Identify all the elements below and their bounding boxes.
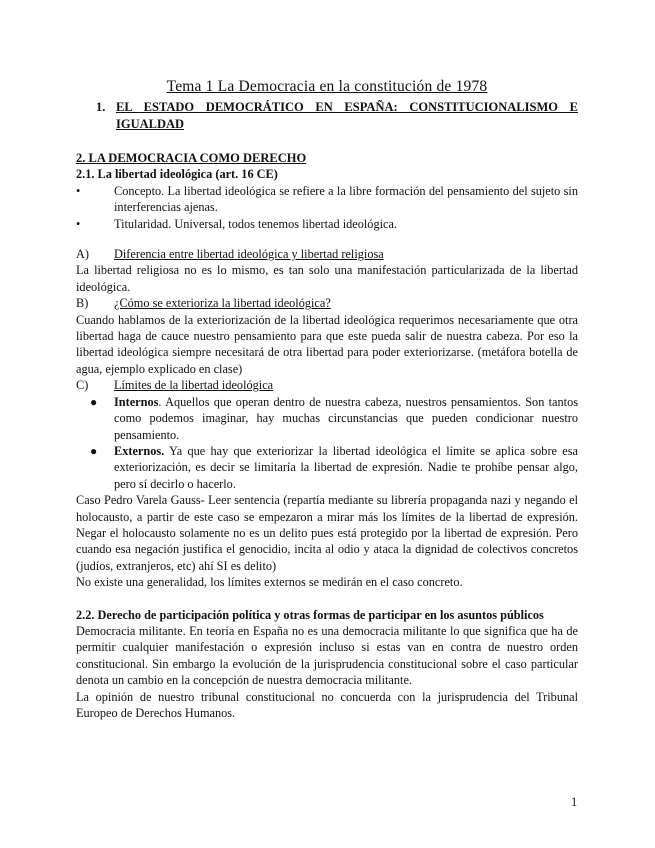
subsection-2-1-heading: 2.1. La libertad ideológica (art. 16 CE) <box>76 167 278 182</box>
item-c-heading <box>76 377 578 393</box>
item-a-heading <box>76 246 578 262</box>
bullet-text: Titularidad. Universal, todos tenemos libertad ideológica. <box>114 216 398 231</box>
item-a-marker: A) <box>76 247 89 262</box>
limit-externos <box>76 443 578 492</box>
subsection-2-2-paragraph-1: Democracia militante. En teoría en España no es una democracia militante lo que significa que ha de permitir cualquier manifestación o expresión incluso si estas van en contra de nuestro orden constitucional. Sin embargo la evolución de la jurisprudencia constitucional sobre el caso particular denota un cambio en la concepción de nuestra democracia militante. <box>76 623 578 688</box>
subsection-2-2-heading: 2.2. Derecho de participación política y otras formas de participar en los asuntos públicos <box>76 607 544 622</box>
bullet-marker: • <box>76 216 81 231</box>
bullet-text: Concepto. La libertad ideológica se refiere a la libre formación del pensamiento del sujeto sin interferencias ajenas. <box>114 183 578 215</box>
limit-externos-text: Ya que hay que exteriorizar la libertad ideológica el límite se aplica sobre esa exteriorización, es decir se limitaría la libertad de expresión. Nadie te prohíbe pensar algo, pero sí decirlo o hacerlo. <box>114 443 578 491</box>
section-1-number: 1. <box>96 100 106 114</box>
limit-internos-text: . Aquellos que operan dentro de nuestra cabeza, nuestros pensamientos. Son tantos como podemos imaginar, hay muchas circunstancias que pueden condicionar nuestro pensamiento. <box>114 394 578 442</box>
item-b-label: ¿Cómo se exterioriza la libertad ideológica? <box>114 296 331 311</box>
item-b-heading <box>76 295 578 311</box>
item-c-label: Límites de la libertad ideológica <box>114 378 274 393</box>
spacer <box>76 232 578 246</box>
section-1-text: EL ESTADO DEMOCRÁTICO EN ESPAÑA: CONSTITUCIONALISMO E IGUALDAD <box>116 100 578 131</box>
section-1-heading <box>96 99 578 133</box>
closing-paragraph: No existe una generalidad, los límites externos se medirán en el caso concreto. <box>76 575 463 590</box>
limit-internos-label: Internos <box>114 394 159 409</box>
dot-marker: ● <box>90 394 98 409</box>
limit-internos <box>76 394 578 443</box>
bullet-concepto <box>76 183 578 216</box>
item-b-marker: B) <box>76 296 89 311</box>
section-2-heading: 2. LA DEMOCRACIA COMO DERECHO <box>76 151 307 165</box>
case-paragraph: Caso Pedro Varela Gauss- Leer sentencia (repartía mediante su librería propaganda nazi y negando el holocausto, a partir de este caso se empezaron a mirar más los límites de la libertad de expresión. Negar el holocausto solamente no es un delito pues está protegido por la libertad de expresión. Pero cuando esa negación justifica el genocidio, incita al odio y ataca la dignidad de colectivos concretos (judíos, extranjeros, etc) ahí SI es delito) <box>76 493 578 573</box>
section-2 <box>76 150 578 721</box>
limit-externos-label: Externos. <box>114 443 165 458</box>
item-a-text: La libertad religiosa no es lo mismo, es tan solo una manifestación particularizada de la libertad ideológica. <box>76 263 578 294</box>
bullet-marker: • <box>76 183 81 198</box>
item-a-label: Diferencia entre libertad ideológica y libertad religiosa <box>114 247 384 262</box>
spacer <box>76 591 578 607</box>
document-title: Tema 1 La Democracia en la constitución de 1978 <box>166 78 488 95</box>
item-c-marker: C) <box>76 378 89 393</box>
subsection-2-2-paragraph-2: La opinión de nuestro tribunal constitucional no concuerda con la jurisprudencia del Tribunal Europeo de Derechos Humanos. <box>76 689 578 720</box>
dot-marker: ● <box>90 443 98 458</box>
item-b-text: Cuando hablamos de la exteriorización de la libertad ideológica requerimos necesariamente que otra libertad haga de cauce nuestro pensamiento para que este pueda salir de nuestra cabeza. Por eso la libertad ideológica siempre necesitará de otra libertad para poder exteriorizarse. (metáfora botella de agua, ejemplo explicado en clase) <box>76 312 578 376</box>
page-number: 1 <box>571 795 578 809</box>
bullet-titularidad <box>76 216 578 232</box>
